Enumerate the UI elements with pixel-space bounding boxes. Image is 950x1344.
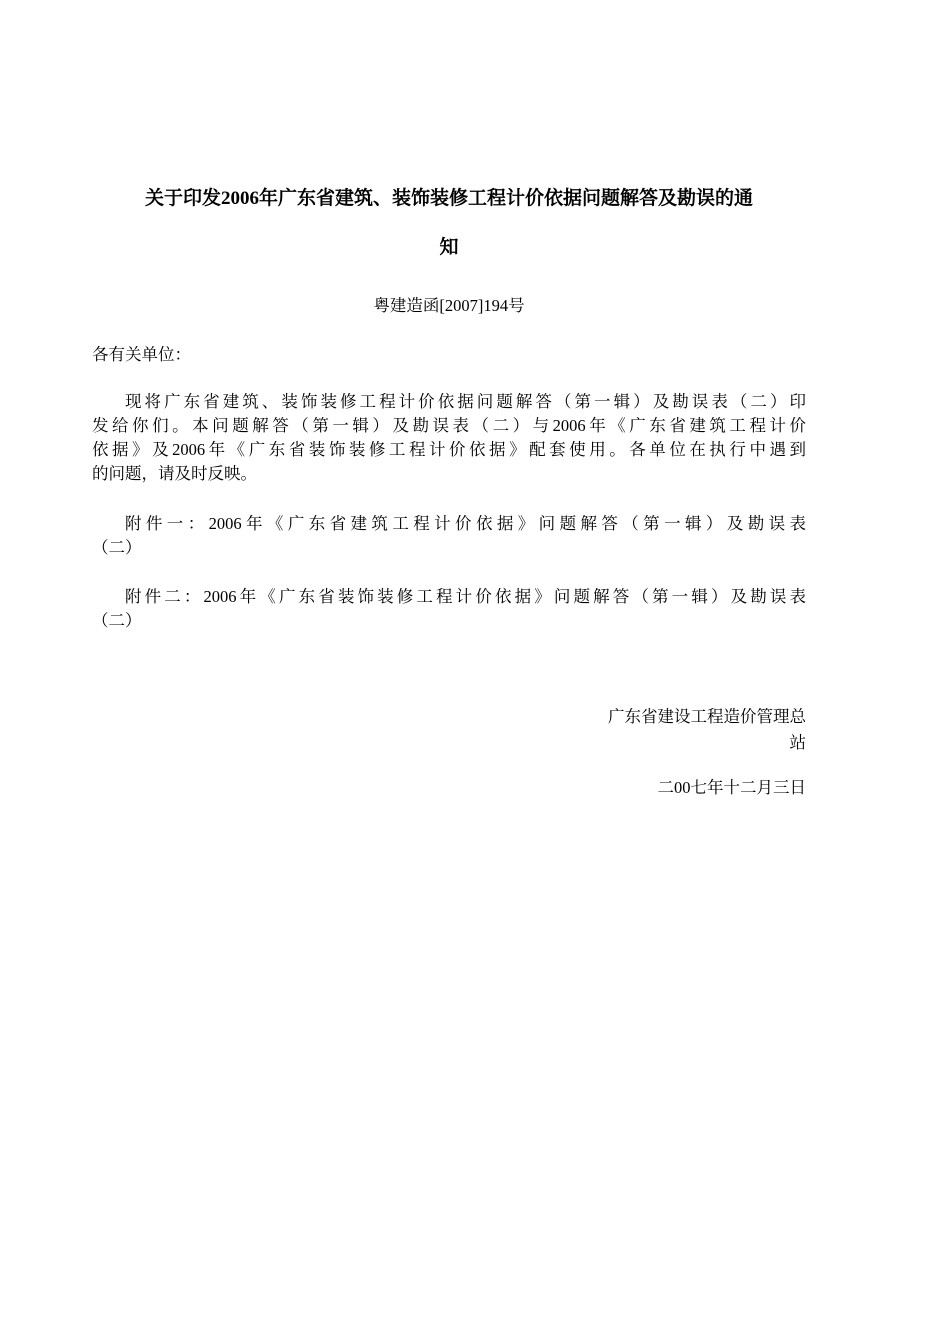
body-line: 依据》及2006年《广东省装饰装修工程计价依据》配套使用。各单位在执行中遇到: [92, 440, 806, 459]
attachment-2-line: （二）: [92, 611, 142, 630]
body-line: 的问题，请及时反映。: [92, 464, 257, 483]
attachment-1: [92, 512, 806, 560]
signature-org-line: 站: [789, 733, 806, 752]
body-line: 发给你们。本问题解答（第一辑）及勘误表（二）与2006年《广东省建筑工程计价: [92, 416, 806, 435]
signature-date: 二00七年十二月三日: [657, 778, 806, 797]
attachment-1-line: 附件一：2006年《广东省建筑工程计价依据》问题解答（第一辑）及勘误表: [125, 514, 806, 533]
body-line: 现将广东省建筑、装饰装修工程计价依据问题解答（第一辑）及勘误表（二）印: [125, 392, 806, 411]
signature-organization: [520, 704, 806, 756]
document-title-line-2: 知: [439, 237, 459, 258]
attachment-1-line: （二）: [92, 538, 142, 557]
attachment-2: [92, 585, 806, 633]
document-number: 粤建造函[2007]194号: [373, 296, 525, 315]
document-title-line-1: 关于印发2006年广东省建筑、装饰装修工程计价依据问题解答及勘误的通: [144, 188, 753, 209]
body-paragraph: [92, 390, 806, 486]
salutation: 各有关单位：: [92, 345, 191, 364]
attachment-2-line: 附件二：2006年《广东省装饰装修工程计价依据》问题解答（第一辑）及勘误表: [125, 587, 806, 606]
signature-org-line: 广东省建设工程造价管理总: [608, 707, 806, 726]
